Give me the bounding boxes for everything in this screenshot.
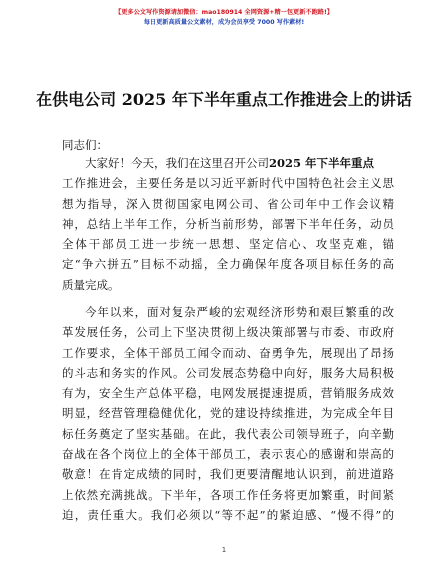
paragraph-line: 神，总结上半年工作，分析当前形势，部署下半年任务，动员 [62, 216, 394, 231]
paragraph-1 [62, 153, 394, 295]
promo-banner-line-1: 【更多公文写作资源请加微信：mao180914 全网资源+精一包更新不跑路!】 [115, 9, 333, 16]
paragraph-line: 全体干部员工进一步统一思想、坚定信心、攻坚克难，锚 [62, 237, 394, 252]
paragraph-line: 迫，责任重大。我们必须以“等不起”的紧迫感、“慢不得”的 [62, 507, 394, 522]
paragraph-2 [62, 302, 394, 525]
paragraph-line: 敬意！在肯定成绩的同时，我们更要清醒地认识到，前进道路 [62, 467, 394, 482]
paragraph-line: 工作推进会，主要任务是以习近平新时代中国特色社会主义思 [62, 176, 394, 191]
paragraph-line: 工作要求，全体干部员工闻令而动、奋勇争先，展现出了昂扬 [62, 345, 394, 360]
paragraph-line: 想为指导，深入贯彻国家电网公司、省公司年中工作会议精 [62, 196, 394, 211]
paragraph-line: 今年以来，面对复杂严峻的宏观经济形势和艰巨繁重的改 [85, 305, 394, 319]
paragraph-line: 奋战在各个岗位上的全体干部员工，表示衷心的感谢和崇高的 [62, 447, 394, 462]
bold-phrase: 2025 年下半年重点 [269, 156, 375, 170]
paragraph-line: 标任务奠定了坚实基础。在此，我代表公司领导班子，向辛勤 [62, 426, 394, 441]
salutation: 同志们： [62, 138, 108, 152]
paragraph-line: 有为，安全生产总体平稳，电网发展提速提质，营销服务成效 [62, 386, 394, 401]
paragraph-line: 大家好！今天，我们在这里召开公司2025 年下半年重点 [85, 156, 375, 170]
paragraph-line: 明显，经营管理稳健优化，党的建设持续推进，为完成全年目 [62, 406, 394, 421]
paragraph-line: 革发展任务，公司上下坚决贯彻上级决策部署与市委、市政府 [62, 325, 394, 340]
page-number: 1 [221, 546, 227, 554]
paragraph-line: 定“争六拼五”目标不动摇，全力确保年度各项目标任务的高 [62, 257, 394, 272]
paragraph-line: 的斗志和务实的作风。公司发展态势稳中向好，服务大局积极 [62, 365, 394, 380]
promo-banner-line-2: 每日更新高质量公文素材，成为会员享受 7000 写作素材! [143, 19, 305, 26]
paragraph-line: 上依然充满挑战。下半年，各项工作任务将更加繁重，时间紧 [62, 487, 394, 502]
document-title: 在供电公司 2025 年下半年重点工作推进会上的讲话 [36, 90, 412, 109]
paragraph-line: 质量完成。 [62, 277, 120, 292]
